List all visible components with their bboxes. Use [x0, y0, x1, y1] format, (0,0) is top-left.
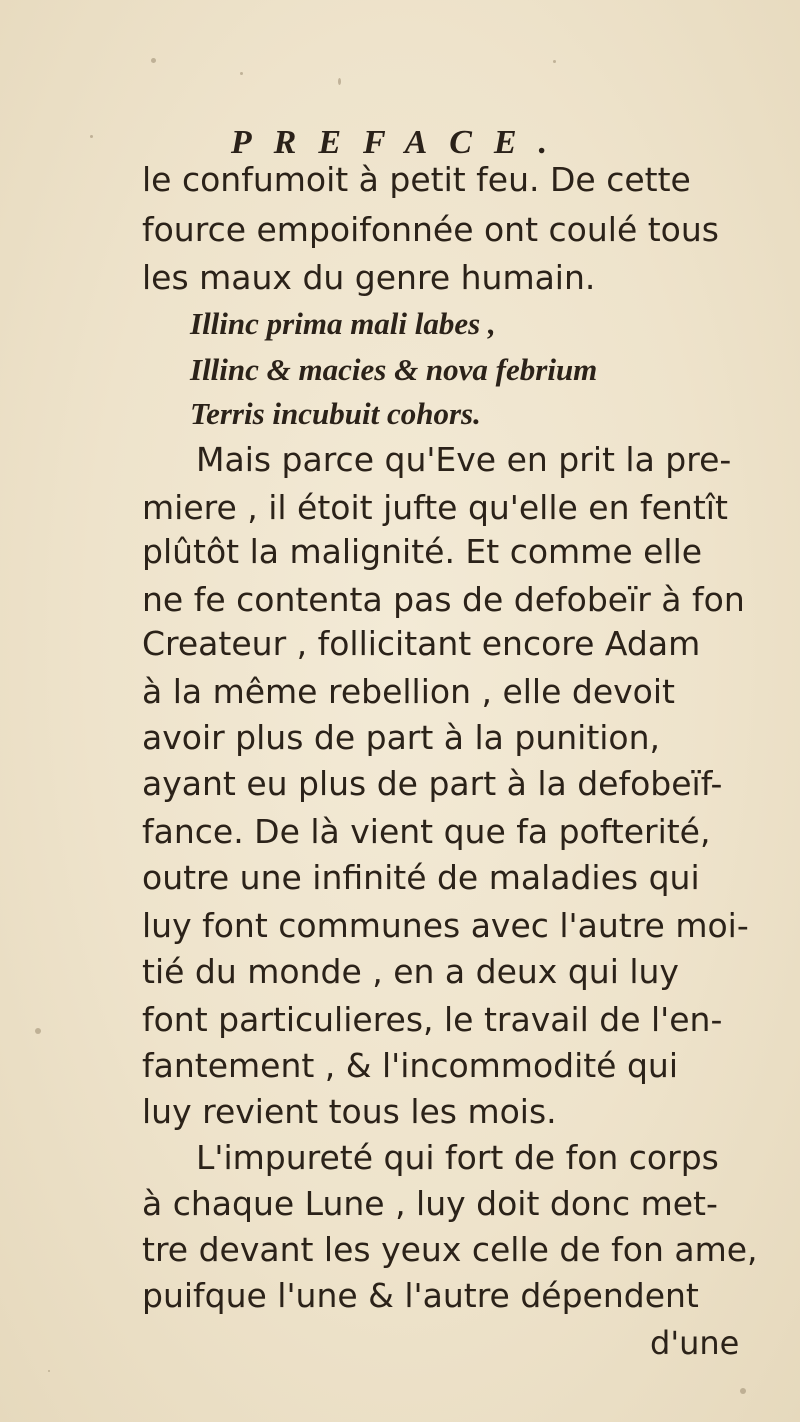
running-header: PREFACE.	[230, 124, 570, 161]
text-line: fource empoifonnée ont coulé tous	[142, 210, 719, 249]
verse-line: Illinc prima mali labes ,	[190, 306, 496, 341]
text-line: font particulieres, le travail de l'en-	[142, 1000, 723, 1039]
text-line: miere , il étoit jufte qu'elle en fentît	[142, 488, 728, 527]
text-line: outre une infinité de maladies qui	[142, 858, 700, 897]
text-line: avoir plus de part à la punition,	[142, 718, 661, 757]
text-line: fantement , & l'incommodité qui	[142, 1046, 679, 1085]
catchword: d'une	[650, 1324, 740, 1362]
text-line: Createur , follicitant encore Adam	[142, 624, 701, 663]
text-line: ayant eu plus de part à la defobeïf-	[142, 764, 723, 803]
text-line: tié du monde , en a deux qui luy	[142, 952, 679, 991]
text-line: L'impureté qui fort de fon corps	[196, 1138, 719, 1177]
text-line: fance. De là vient que fa pofterité,	[142, 812, 711, 851]
text-line: Mais parce qu'Eve en prit la pre-	[196, 440, 732, 479]
text-line: à la même rebellion , elle devoit	[142, 672, 675, 711]
text-line: luy font communes avec l'autre moi-	[142, 906, 749, 945]
verse-line: Illinc & macies & nova febrium	[190, 352, 598, 387]
text-line: les maux du genre humain.	[142, 258, 596, 297]
text-line: le confumoit à petit feu. De cette	[142, 160, 691, 199]
text-line: à chaque Lune , luy doit donc met-	[142, 1184, 718, 1223]
text-line: ne fe contenta pas de defobeïr à fon	[142, 580, 745, 619]
verse-line: Terris incubuit cohors.	[190, 396, 481, 431]
text-line: puifque l'une & l'autre dépendent	[142, 1276, 699, 1315]
text-line: tre devant les yeux celle de fon ame,	[142, 1230, 758, 1269]
text-line: luy revient tous les mois.	[142, 1092, 557, 1131]
text-line: plûtôt la malignité. Et comme elle	[142, 532, 703, 571]
